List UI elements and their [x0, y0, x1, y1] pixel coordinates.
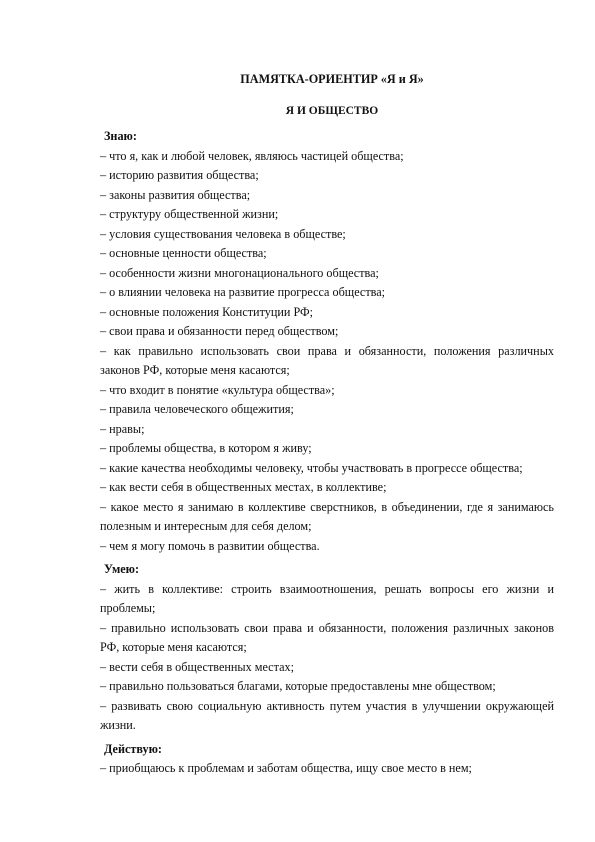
section-heading: Умею: — [104, 562, 140, 576]
document-subtitle: Я И ОБЩЕСТВО — [285, 104, 379, 117]
list-item: – вести себя в общественных местах; — [100, 659, 294, 674]
list-item: – жить в коллективе: строить взаимоотношения, решать вопросы его жизни и проблемы; — [100, 581, 554, 615]
list-item: – условия существования человека в обществе; — [100, 226, 346, 241]
list-item: – нравы; — [100, 421, 145, 436]
section-can — [102, 560, 554, 736]
section-heading: Действую: — [104, 741, 162, 756]
section-act — [102, 740, 554, 779]
list-item: – как правильно использовать свои права и обязанности, положения различных законов РФ, которые меня касаются; — [100, 343, 554, 377]
list-item: – правильно пользоваться благами, которые предоставлены мне обществом; — [100, 679, 496, 693]
document-title: ПАМЯТКА-ОРИЕНТИР «Я и Я» — [240, 72, 424, 86]
list-item: – правильно использовать свои права и обязанности, положения различных законов РФ, которые меня касаются; — [100, 620, 554, 654]
list-item: – приобщаюсь к проблемам и заботам общества, ищу свое место в нем; — [100, 761, 472, 775]
list-item: – о влиянии человека на развитие прогресса общества; — [100, 285, 386, 299]
list-item: – законы развития общества; — [100, 187, 251, 202]
document-page — [102, 70, 554, 779]
section-heading: Знаю: — [104, 129, 137, 143]
list-item: – историю развития общества; — [100, 168, 259, 182]
list-item: – что я, как и любой человек, являюсь частицей общества; — [100, 148, 404, 163]
list-item: – структуру общественной жизни; — [100, 207, 279, 221]
list-item: – какие качества необходимы человеку, чтобы участвовать в прогрессе общества; — [100, 460, 523, 475]
list-item: – свои права и обязанности перед обществом; — [100, 324, 339, 338]
list-item: – проблемы общества, в котором я живу; — [100, 441, 312, 455]
list-item: – как вести себя в общественных местах, в коллективе; — [100, 480, 387, 494]
list-item: – чем я могу помочь в развитии общества. — [100, 538, 320, 553]
list-item: – какое место я занимаю в коллективе сверстников, в объединении, где я занимаюсь полезным и интересным для себя делом; — [100, 499, 554, 533]
list-item: – что входит в понятие «культура общества»; — [100, 382, 335, 397]
list-item: – правила человеческого общежития; — [100, 402, 294, 416]
section-know — [102, 127, 554, 556]
list-item: – развивать свою социальную активность путем участия в улучшении окружающей жизни. — [100, 698, 554, 732]
list-item: – основные положения Конституции РФ; — [100, 304, 314, 319]
list-item: – особенности жизни многонационального общества; — [100, 265, 379, 280]
list-item: – основные ценности общества; — [100, 246, 267, 260]
